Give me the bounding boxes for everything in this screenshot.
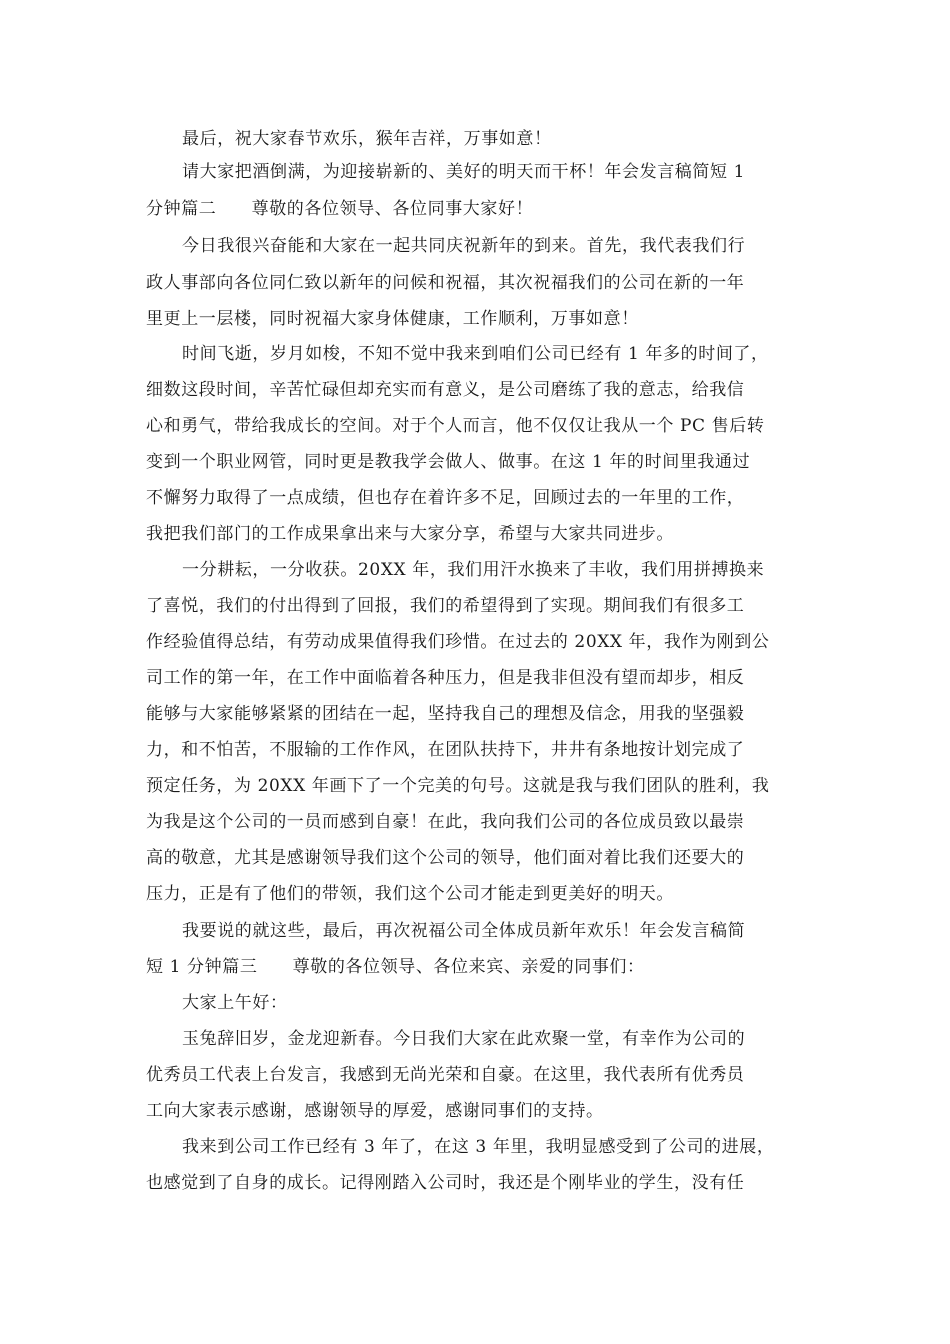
text-line: 玉兔辞旧岁，金龙迎新春。今日我们大家在此欢聚一堂，有幸作为公司的 <box>182 1029 746 1049</box>
text-line: 司工作的第一年，在工作中面临着各种压力，但是我非但没有望而却步，相反 <box>146 668 745 688</box>
text-line: 也感觉到了自身的成长。记得刚踏入公司时，我还是个刚毕业的学生，没有任 <box>146 1173 745 1193</box>
text-line: 力，和不怕苦，不服输的工作作风，在团队扶持下，井井有条地按计划完成了 <box>146 740 745 760</box>
text-line: 最后，祝大家春节欢乐，猴年吉祥，万事如意！ <box>182 129 552 149</box>
text-line: 变到一个职业网管，同时更是教我学会做人、做事。在这 1 年的时间里我通过 <box>146 452 751 472</box>
text-line: 优秀员工代表上台发言，我感到无尚光荣和自豪。在这里，我代表所有优秀员 <box>146 1065 745 1085</box>
text-line: 我要说的就这些，最后，再次祝福公司全体成员新年欢乐！年会发言稿简 <box>182 921 746 941</box>
text-line: 分钟篇二 尊敬的各位领导、各位同事大家好！ <box>146 199 534 219</box>
text-line: 大家上午好： <box>182 993 288 1013</box>
text-line: 了喜悦，我们的付出得到了回报，我们的希望得到了实现。期间我们有很多工 <box>146 596 745 616</box>
text-line: 今日我很兴奋能和大家在一起共同庆祝新年的到来。首先，我代表我们行 <box>182 236 746 256</box>
text-line: 工向大家表示感谢，感谢领导的厚爱，感谢同事们的支持。 <box>146 1101 604 1121</box>
text-line: 时间飞逝，岁月如梭，不知不觉中我来到咱们公司已经有 1 年多的时间了， <box>182 344 769 364</box>
text-line: 短 1 分钟篇三 尊敬的各位领导、各位来宾、亲爱的同事们： <box>146 957 645 977</box>
text-line: 不懈努力取得了一点成绩，但也存在着许多不足，回顾过去的一年里的工作， <box>146 488 745 508</box>
text-line: 我把我们部门的工作成果拿出来与大家分享，希望与大家共同进步。 <box>146 524 674 544</box>
text-line: 作经验值得总结，有劳动成果值得我们珍惜。在过去的 20XX 年，我作为刚到公 <box>146 632 770 652</box>
text-line: 能够与大家能够紧紧的团结在一起，坚持我自己的理想及信念，用我的坚强毅 <box>146 704 745 724</box>
text-line: 预定任务，为 20XX 年画下了一个完美的句号。这就是我与我们团队的胜利，我 <box>146 776 770 796</box>
text-line: 为我是这个公司的一员而感到自豪！在此，我向我们公司的各位成员致以最崇 <box>146 812 745 832</box>
text-line: 政人事部向各位同仁致以新年的问候和祝福，其次祝福我们的公司在新的一年 <box>146 273 745 293</box>
text-line: 高的敬意，尤其是感谢领导我们这个公司的领导，他们面对着比我们还要大的 <box>146 848 745 868</box>
text-line: 一分耕耘，一分收获。20XX 年，我们用汗水换来了丰收，我们用拼搏换来 <box>182 560 765 580</box>
text-line: 里更上一层楼，同时祝福大家身体健康，工作顺利，万事如意！ <box>146 309 639 329</box>
text-line: 我来到公司工作已经有 3 年了，在这 3 年里，我明显感受到了公司的进展， <box>182 1137 775 1157</box>
text-line: 细数这段时间，辛苦忙碌但却充实而有意义，是公司磨练了我的意志，给我信 <box>146 380 745 400</box>
text-line: 心和勇气，带给我成长的空间。对于个人而言，他不仅仅让我从一个 PC 售后转 <box>146 416 765 436</box>
text-line: 请大家把酒倒满，为迎接崭新的、美好的明天而干杯！年会发言稿简短 1 <box>182 162 746 182</box>
text-line: 压力，正是有了他们的带领，我们这个公司才能走到更美好的明天。 <box>146 884 674 904</box>
